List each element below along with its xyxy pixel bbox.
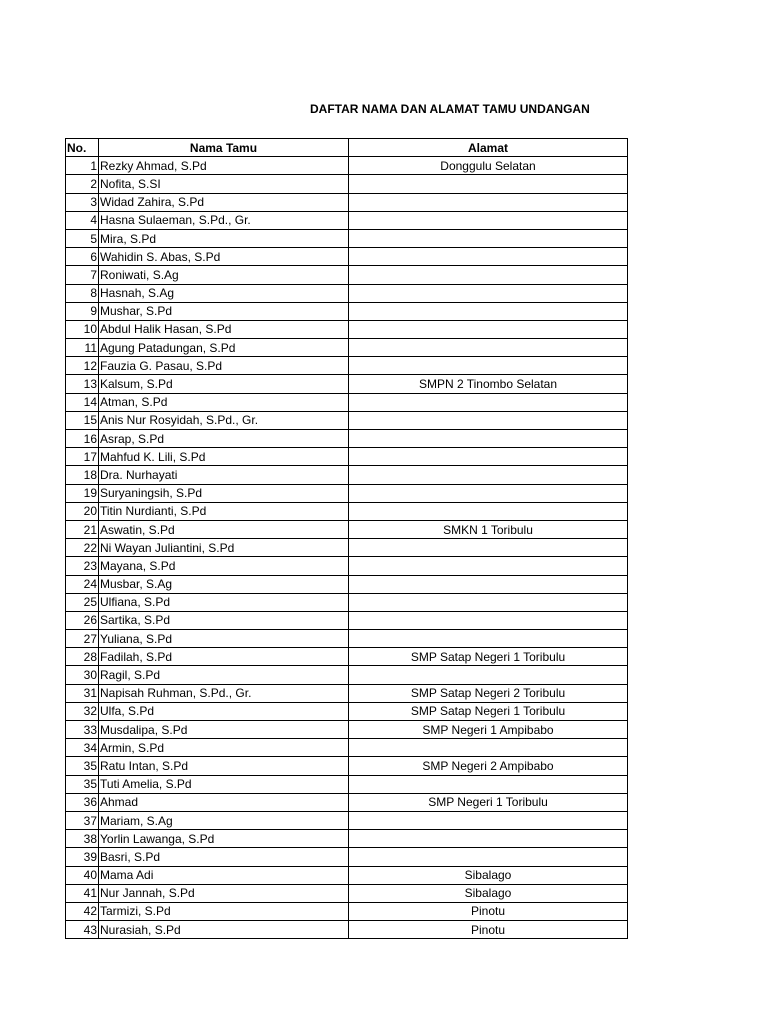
guest-address: SMP Satap Negeri 2 Toribulu xyxy=(349,684,628,702)
guest-address xyxy=(349,811,628,829)
table-row xyxy=(66,830,628,848)
row-number: 5 xyxy=(66,229,99,247)
guest-address xyxy=(349,666,628,684)
guest-address: Pinotu xyxy=(349,921,628,939)
column-header-address: Alamat xyxy=(349,139,628,157)
row-number: 35 xyxy=(66,757,99,775)
table-row xyxy=(66,648,628,666)
guest-address xyxy=(349,611,628,629)
table-row xyxy=(66,739,628,757)
row-number: 8 xyxy=(66,284,99,302)
row-number: 24 xyxy=(66,575,99,593)
row-number: 42 xyxy=(66,902,99,920)
table-row xyxy=(66,266,628,284)
guest-name: Mariam, S.Ag xyxy=(99,811,349,829)
guest-address: Pinotu xyxy=(349,902,628,920)
guest-name: Asrap, S.Pd xyxy=(99,430,349,448)
table-row xyxy=(66,339,628,357)
guest-address xyxy=(349,557,628,575)
row-number: 30 xyxy=(66,666,99,684)
guest-table xyxy=(65,138,628,939)
guest-name: Mahfud K. Lili, S.Pd xyxy=(99,448,349,466)
guest-address xyxy=(349,739,628,757)
table-row xyxy=(66,320,628,338)
table-row xyxy=(66,630,628,648)
table-row xyxy=(66,466,628,484)
row-number: 40 xyxy=(66,866,99,884)
table-row xyxy=(66,757,628,775)
document-title: DAFTAR NAMA DAN ALAMAT TAMU UNDANGAN xyxy=(310,102,590,116)
table-row xyxy=(66,284,628,302)
guest-address xyxy=(349,848,628,866)
guest-address xyxy=(349,393,628,411)
row-number: 1 xyxy=(66,157,99,175)
table-row xyxy=(66,884,628,902)
row-number: 7 xyxy=(66,266,99,284)
guest-address xyxy=(349,211,628,229)
row-number: 4 xyxy=(66,211,99,229)
guest-address xyxy=(349,448,628,466)
row-number: 26 xyxy=(66,611,99,629)
guest-name: Hasnah, S.Ag xyxy=(99,284,349,302)
table-row xyxy=(66,775,628,793)
guest-address xyxy=(349,502,628,520)
table-row xyxy=(66,811,628,829)
guest-name: Wahidin S. Abas, S.Pd xyxy=(99,248,349,266)
row-number: 10 xyxy=(66,320,99,338)
row-number: 19 xyxy=(66,484,99,502)
guest-address: Sibalago xyxy=(349,866,628,884)
guest-address: SMP Negeri 2 Ampibabo xyxy=(349,757,628,775)
row-number: 23 xyxy=(66,557,99,575)
guest-name: Mayana, S.Pd xyxy=(99,557,349,575)
table-row xyxy=(66,229,628,247)
row-number: 22 xyxy=(66,539,99,557)
row-number: 18 xyxy=(66,466,99,484)
row-number: 16 xyxy=(66,430,99,448)
guest-address xyxy=(349,302,628,320)
table-row xyxy=(66,902,628,920)
table-row xyxy=(66,302,628,320)
guest-name: Anis Nur Rosyidah, S.Pd., Gr. xyxy=(99,411,349,429)
guest-name: Kalsum, S.Pd xyxy=(99,375,349,393)
guest-address xyxy=(349,229,628,247)
row-number: 9 xyxy=(66,302,99,320)
row-number: 2 xyxy=(66,175,99,193)
table-row xyxy=(66,175,628,193)
row-number: 38 xyxy=(66,830,99,848)
guest-address: SMP Negeri 1 Ampibabo xyxy=(349,721,628,739)
row-number: 14 xyxy=(66,393,99,411)
guest-name: Napisah Ruhman, S.Pd., Gr. xyxy=(99,684,349,702)
guest-name: Musbar, S.Ag xyxy=(99,575,349,593)
guest-name: Tarmizi, S.Pd xyxy=(99,902,349,920)
row-number: 36 xyxy=(66,793,99,811)
row-number: 6 xyxy=(66,248,99,266)
guest-name: Ni Wayan Juliantini, S.Pd xyxy=(99,539,349,557)
guest-name: Armin, S.Pd xyxy=(99,739,349,757)
guest-name: Ulfa, S.Pd xyxy=(99,702,349,720)
row-number: 43 xyxy=(66,921,99,939)
guest-address xyxy=(349,830,628,848)
table-row xyxy=(66,448,628,466)
row-number: 11 xyxy=(66,339,99,357)
table-header-row xyxy=(66,139,628,157)
guest-address xyxy=(349,320,628,338)
row-number: 12 xyxy=(66,357,99,375)
guest-address xyxy=(349,539,628,557)
guest-name: Hasna Sulaeman, S.Pd., Gr. xyxy=(99,211,349,229)
guest-address xyxy=(349,193,628,211)
table-row xyxy=(66,575,628,593)
guest-name: Sartika, S.Pd xyxy=(99,611,349,629)
row-number: 27 xyxy=(66,630,99,648)
column-header-no: No. xyxy=(66,139,99,157)
guest-name: Suryaningsih, S.Pd xyxy=(99,484,349,502)
table-row xyxy=(66,375,628,393)
table-row xyxy=(66,393,628,411)
table-row xyxy=(66,539,628,557)
guest-name: Fadilah, S.Pd xyxy=(99,648,349,666)
table-row xyxy=(66,430,628,448)
table-row xyxy=(66,411,628,429)
table-row xyxy=(66,666,628,684)
guest-name: Nur Jannah, S.Pd xyxy=(99,884,349,902)
guest-address: SMP Negeri 1 Toribulu xyxy=(349,793,628,811)
guest-name: Roniwati, S.Ag xyxy=(99,266,349,284)
guest-address xyxy=(349,466,628,484)
guest-address xyxy=(349,430,628,448)
guest-name: Mama Adi xyxy=(99,866,349,884)
table-row xyxy=(66,520,628,538)
guest-address xyxy=(349,175,628,193)
guest-name: Musdalipa, S.Pd xyxy=(99,721,349,739)
guest-name: Ahmad xyxy=(99,793,349,811)
column-header-name: Nama Tamu xyxy=(99,139,349,157)
guest-name: Ragil, S.Pd xyxy=(99,666,349,684)
guest-address: SMP Satap Negeri 1 Toribulu xyxy=(349,648,628,666)
guest-address xyxy=(349,284,628,302)
table-row xyxy=(66,248,628,266)
guest-name: Dra. Nurhayati xyxy=(99,466,349,484)
guest-name: Aswatin, S.Pd xyxy=(99,520,349,538)
guest-address: SMKN 1 Toribulu xyxy=(349,520,628,538)
table-row xyxy=(66,357,628,375)
table-row xyxy=(66,557,628,575)
guest-address: Donggulu Selatan xyxy=(349,157,628,175)
table-row xyxy=(66,702,628,720)
table-row xyxy=(66,921,628,939)
guest-name: Fauzia G. Pasau, S.Pd xyxy=(99,357,349,375)
guest-name: Mira, S.Pd xyxy=(99,229,349,247)
row-number: 25 xyxy=(66,593,99,611)
guest-name: Nurasiah, S.Pd xyxy=(99,921,349,939)
guest-name: Ulfiana, S.Pd xyxy=(99,593,349,611)
guest-address: SMP Satap Negeri 1 Toribulu xyxy=(349,702,628,720)
row-number: 28 xyxy=(66,648,99,666)
table-row xyxy=(66,611,628,629)
guest-address xyxy=(349,339,628,357)
guest-name: Mushar, S.Pd xyxy=(99,302,349,320)
row-number: 32 xyxy=(66,702,99,720)
table-row xyxy=(66,157,628,175)
guest-address: SMPN 2 Tinombo Selatan xyxy=(349,375,628,393)
table-row xyxy=(66,211,628,229)
guest-name: Agung Patadungan, S.Pd xyxy=(99,339,349,357)
table-body xyxy=(66,157,628,939)
guest-address xyxy=(349,630,628,648)
guest-name: Tuti Amelia, S.Pd xyxy=(99,775,349,793)
guest-address xyxy=(349,575,628,593)
guest-name: Nofita, S.SI xyxy=(99,175,349,193)
guest-name: Yorlin Lawanga, S.Pd xyxy=(99,830,349,848)
guest-address xyxy=(349,266,628,284)
table-row xyxy=(66,684,628,702)
table-row xyxy=(66,793,628,811)
guest-name: Ratu Intan, S.Pd xyxy=(99,757,349,775)
guest-address xyxy=(349,775,628,793)
row-number: 39 xyxy=(66,848,99,866)
guest-name: Basri, S.Pd xyxy=(99,848,349,866)
row-number: 21 xyxy=(66,520,99,538)
guest-address xyxy=(349,357,628,375)
guest-name: Rezky Ahmad, S.Pd xyxy=(99,157,349,175)
guest-name: Widad Zahira, S.Pd xyxy=(99,193,349,211)
guest-address xyxy=(349,411,628,429)
row-number: 34 xyxy=(66,739,99,757)
guest-address xyxy=(349,484,628,502)
guest-address xyxy=(349,593,628,611)
table-row xyxy=(66,848,628,866)
guest-name: Titin Nurdianti, S.Pd xyxy=(99,502,349,520)
row-number: 13 xyxy=(66,375,99,393)
row-number: 31 xyxy=(66,684,99,702)
row-number: 3 xyxy=(66,193,99,211)
row-number: 37 xyxy=(66,811,99,829)
row-number: 15 xyxy=(66,411,99,429)
guest-name: Abdul Halik Hasan, S.Pd xyxy=(99,320,349,338)
guest-name: Yuliana, S.Pd xyxy=(99,630,349,648)
row-number: 33 xyxy=(66,721,99,739)
guest-address: Sibalago xyxy=(349,884,628,902)
guest-address xyxy=(349,248,628,266)
row-number: 35 xyxy=(66,775,99,793)
table-row xyxy=(66,484,628,502)
table-row xyxy=(66,193,628,211)
table-row xyxy=(66,593,628,611)
guest-name: Atman, S.Pd xyxy=(99,393,349,411)
row-number: 17 xyxy=(66,448,99,466)
row-number: 41 xyxy=(66,884,99,902)
table-row xyxy=(66,721,628,739)
table-row xyxy=(66,502,628,520)
row-number: 20 xyxy=(66,502,99,520)
table-row xyxy=(66,866,628,884)
